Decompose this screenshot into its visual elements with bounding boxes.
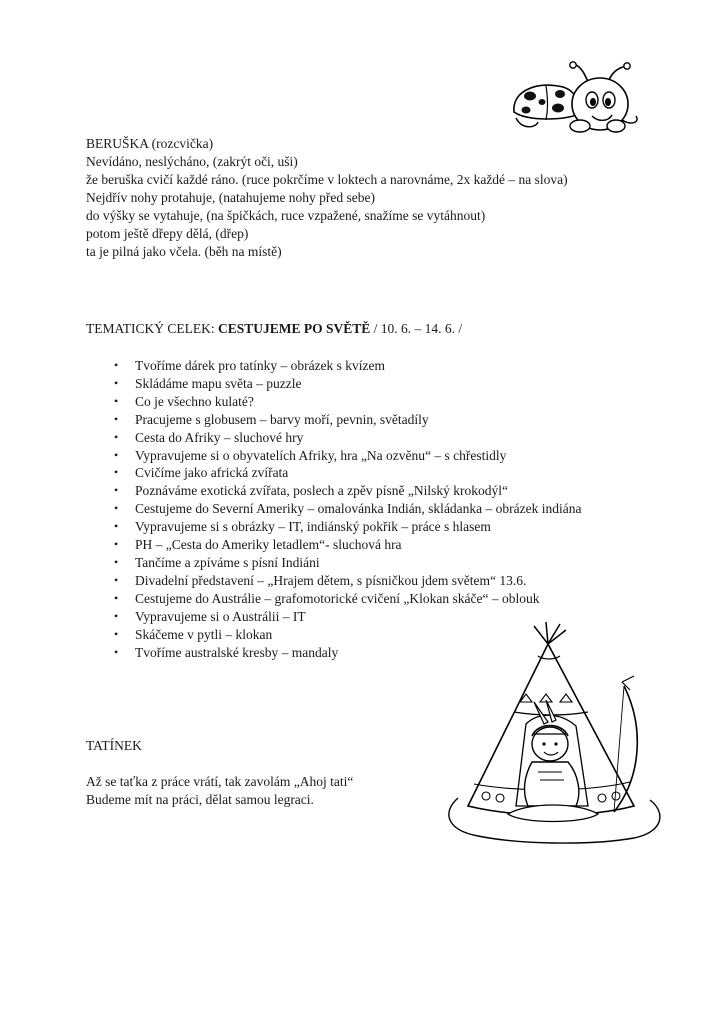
poem-line: potom ještě dřepy dělá, (dřep) [86,226,249,241]
bullet-icon: • [114,411,119,426]
poem-tatinek [86,773,353,809]
poem-line: Nevídáno, neslýcháno, (zakrýt oči, uši) [86,154,298,169]
list-item: • Tvoříme australské kresby – mandaly [114,644,339,660]
bullet-icon: • [114,608,119,623]
poem-line: BERUŠKA (rozcvička) [86,136,214,151]
bullet-icon: • [114,537,119,552]
theme-dates: / 10. 6. – 14. 6. / [370,321,463,336]
poem-beruska [86,135,646,261]
list-item: • Cestujeme do Severní Ameriky – omalovánka Indián, skládanka – obrázek indiána [114,501,582,517]
teepee-illustration [438,616,670,860]
bullet-icon: • [114,590,119,605]
bullet-icon: • [114,483,119,498]
list-item: • Skáčeme v pytli – klokan [114,626,273,642]
list-item: • Cvičíme jako africká zvířata [114,465,289,481]
poem-title: TATÍNEK [86,738,142,753]
bullet-icon: • [114,572,119,587]
bullet-icon: • [114,626,119,641]
poem-line: Budeme mít na práci, dělat samou legraci. [86,792,314,807]
list-item: • Vypravujeme si o Austrálii – IT [114,608,306,624]
bullet-icon: • [114,465,119,480]
bullet-icon: • [114,375,119,390]
list-item: • Cesta do Afriky – sluchové hry [114,429,304,445]
bullet-icon: • [114,519,119,534]
poem-line: že beruška cvičí každé ráno. (ruce pokrčíme v loktech a narovnáme, 2x každé – na slova) [86,172,568,187]
bullet-icon: • [114,393,119,408]
theme-prefix: TEMATICKÝ CELEK: [86,321,218,336]
bullet-icon: • [114,501,119,516]
bullet-icon: • [114,358,119,372]
list-item: • Divadelní představení – „Hrajem dětem, s písničkou jdem světem“ 13.6. [114,572,527,588]
poem-line: Až se taťka z práce vrátí, tak zavolám „Ahoj tati“ [86,774,354,789]
list-item: • Skládáme mapu světa – puzzle [114,375,302,391]
theme-heading [86,320,462,338]
list-item: • Poznáváme exotická zvířata, poslech a zpěv písně „Nilský krokodýl“ [114,483,508,499]
list-item: • Tvoříme dárek pro tatínky – obrázek s kvízem [114,358,386,373]
bullet-icon: • [114,447,119,462]
list-item: • Vypravujeme si s obrázky – IT, indiánský pokřik – práce s hlasem [114,519,491,535]
poem-line: ta je pilná jako včela. (běh na místě) [86,244,282,259]
ladybug-illustration [508,60,644,140]
bullet-icon: • [114,429,119,444]
poem-line: do výšky se vytahuje, (na špičkách, ruce vzpažené, snažíme se vytáhnout) [86,208,486,223]
list-item: • Pracujeme s globusem – barvy moří, pevnin, světadíly [114,411,429,427]
list-item: • Co je všechno kulaté? [114,393,254,409]
bullet-icon: • [114,554,119,569]
list-item: • PH – „Cesta do Ameriky letadlem“- sluchová hra [114,537,402,553]
bullet-icon: • [114,644,119,659]
list-item: • Tančíme a zpíváme s písní Indiáni [114,554,320,570]
list-item: • Cestujeme do Austrálie – grafomotorické cvičení „Klokan skáče“ – oblouk [114,590,540,606]
list-item: • Vypravujeme si o obyvatelích Afriky, hra „Na ozvěnu“ – s chřestidly [114,447,507,463]
theme-title: CESTUJEME PO SVĚTĚ [218,321,371,336]
poem-line: Nejdřív nohy protahuje, (natahujeme nohy před sebe) [86,190,376,205]
